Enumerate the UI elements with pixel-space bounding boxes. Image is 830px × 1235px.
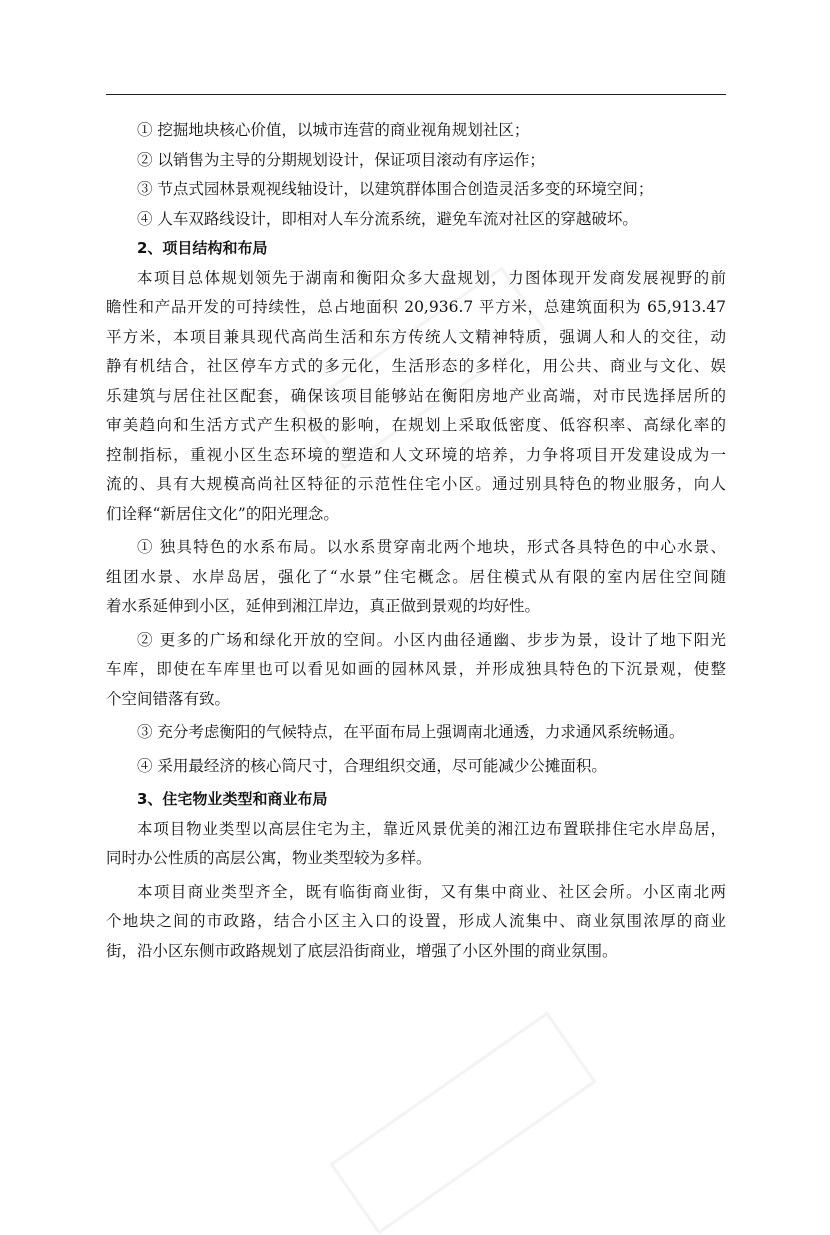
paragraph-line: 着水系延伸到小区，延伸到湘江岸边，真正做到景观的均好性。 [106, 597, 541, 615]
paragraph-line: 组团水景、水岸岛居，强化了“水景”住宅概念。居住模式从有限的室内居住空间随 [106, 567, 726, 586]
paragraph-line: 街，沿小区东侧市政路规划了底层沿街商业，增强了小区外围的商业氛围。 [106, 941, 618, 960]
paragraph-line: 流的、具有大规模高尚社区特征的示范性住宅小区。通过别具特色的物业服务，向人 [106, 475, 726, 493]
list-item: ④ 人车双路线设计，即相对人车分流系统，避免车流对社区的穿越破坏。 [137, 209, 638, 228]
paragraph-line: 本项目物业类型以高层住宅为主，靠近风景优美的湘江边布置联排住宅水岸岛居， [137, 819, 726, 838]
paragraph-line: 们诠释“新居住文化”的阳光理念。 [106, 504, 339, 523]
watermark-shape [329, 1011, 596, 1234]
paragraph-line: 乐建筑与居住社区配套，确保该项目能够站在衡阳房地产业高端，对市民选择居所的 [106, 386, 726, 405]
paragraph-line: 瞻性和产品开发的可持续性，总占地面积 20,936.7 平方米，总建筑面积为 65,913.47 [106, 298, 726, 316]
paragraph-line: 同时办公性质的高层公寓，物业类型较为多样。 [106, 849, 432, 867]
list-item: ① 挖掘地块核心价值，以城市连营的商业视角规划社区； [137, 121, 530, 139]
paragraph-line: 本项目总体规划领先于湖南和衡阳众多大盘规划，力图体现开发商发展视野的前 [137, 268, 726, 287]
paragraph-line: 静有机结合，社区停车方式的多元化，生活形态的多样化，用公共、商业与文化、娱 [106, 357, 726, 375]
paragraph-line: 车库，即使在车库里也可以看见如画的园林风景，并形成独具特色的下沉景观，使整 [106, 660, 726, 678]
list-item: ④ 采用最经济的核心筒尺寸，合理组织交通，尽可能减少公摊面积。 [137, 756, 607, 775]
list-item: ② 更多的广场和绿化开放的空间。小区内曲径通幽、步步为景，设计了地下阳光 [137, 630, 726, 649]
paragraph-line: 审美趋向和生活方式产生积极的影响，在规划上采取低密度、低容积率、高绿化率的 [106, 416, 726, 434]
list-item: ③ 节点式园林景观视线轴设计，以建筑群体围合创造灵活多变的环境空间； [137, 180, 654, 198]
paragraph-line: 本项目商业类型齐全，既有临街商业街，又有集中商业、社区会所。小区南北两 [137, 882, 726, 901]
paragraph-line: 个空间错落有致。 [106, 689, 231, 708]
paragraph-line: 个地块之间的市政路，结合小区主入口的设置，形成人流集中、商业氛围浓厚的商业 [106, 912, 726, 930]
section-heading: 3、住宅物业类型和商业布局 [137, 790, 328, 808]
list-item: ① 独具特色的水系布局。以水系贯穿南北两个地块，形式各具特色的中心水景、 [137, 538, 726, 556]
list-item: ② 以销售为主导的分期规划设计，保证项目滚动有序运作； [137, 150, 545, 169]
document-body [106, 116, 726, 966]
paragraph-line: 控制指标，重视小区生态环境的塑造和人文环境的培养，力争将项目开发建设成为一 [106, 445, 726, 464]
section-heading: 2、项目结构和布局 [137, 239, 268, 257]
paragraph-line: 平方米，本项目兼具现代高尚生活和东方传统人文精神特质，强调人和人的交往，动 [106, 327, 726, 346]
header-rule [106, 94, 726, 95]
list-item: ③ 充分考虑衡阳的气候特点，在平面布局上强调南北通透，力求通风系统畅通。 [137, 723, 685, 741]
